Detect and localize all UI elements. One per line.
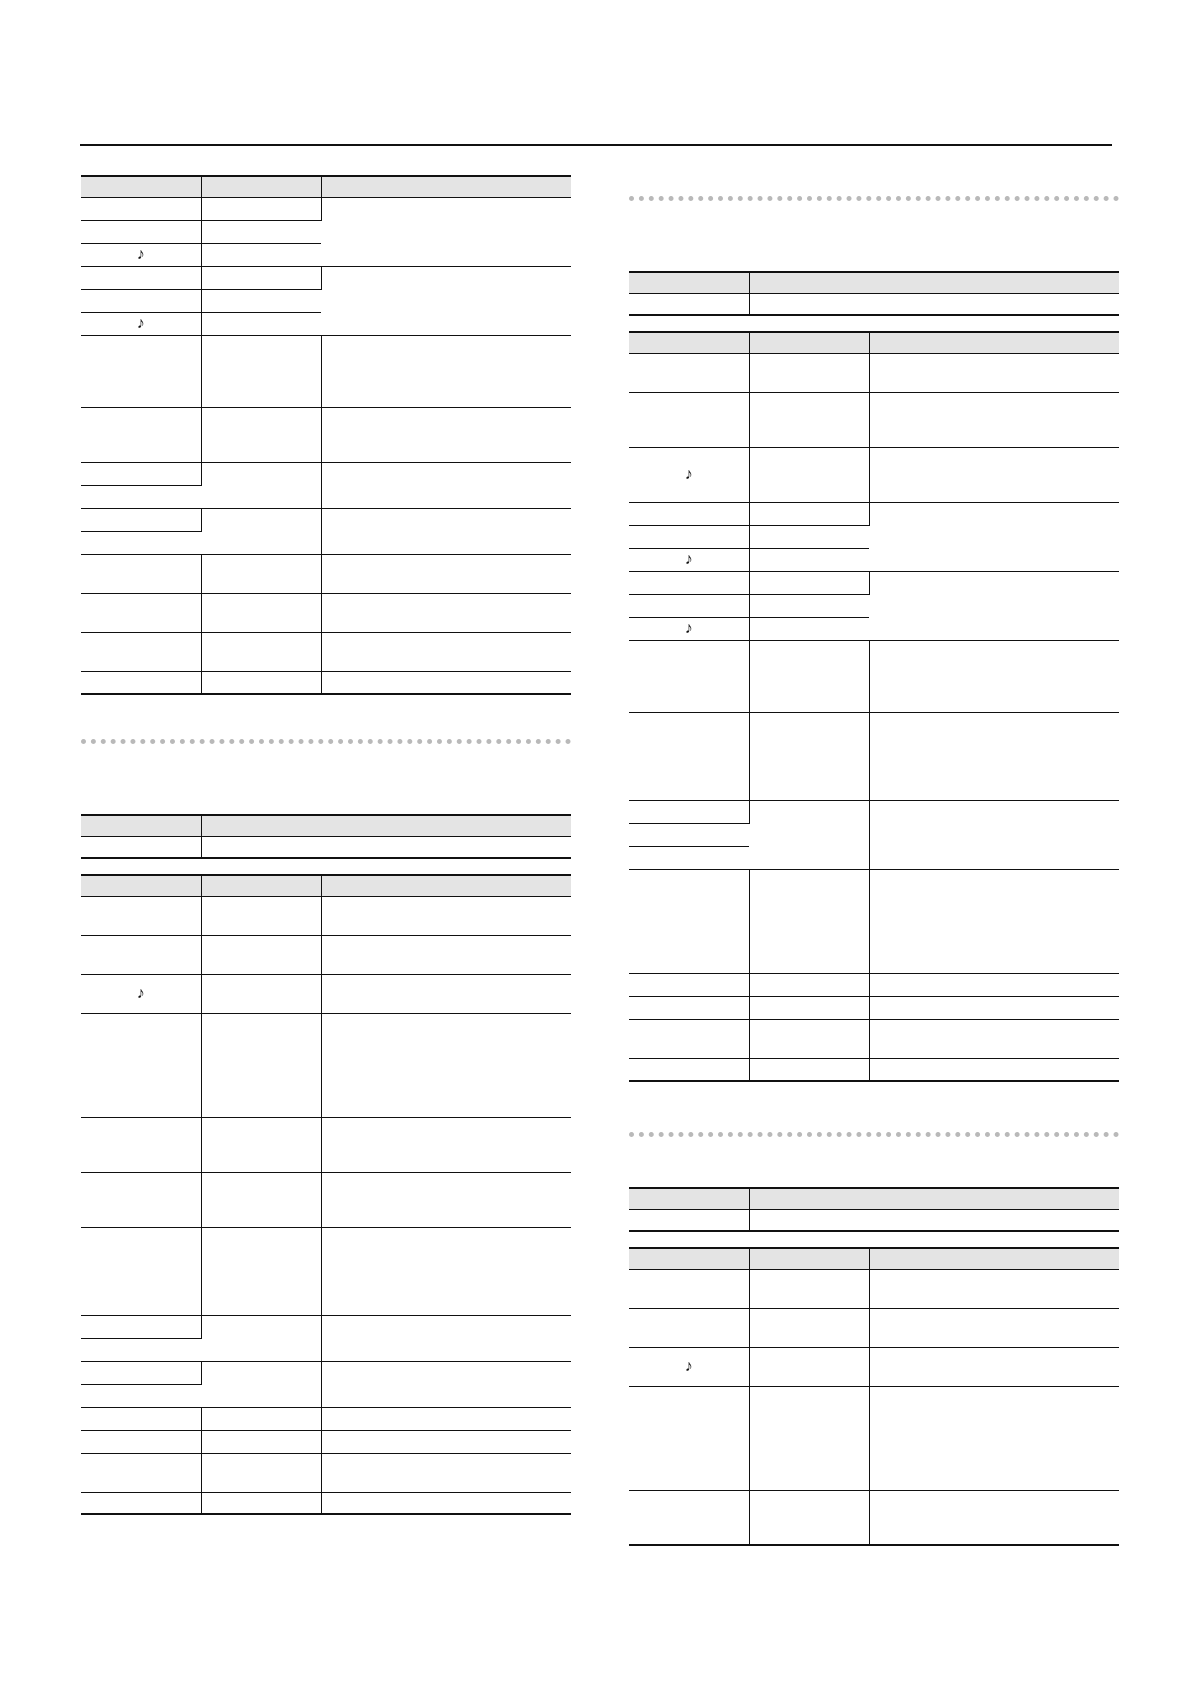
table-header-row <box>629 1188 1119 1210</box>
table-row <box>629 448 1119 503</box>
table-row <box>81 896 571 935</box>
table-row <box>629 1209 1119 1231</box>
table-row <box>629 974 1119 997</box>
page-top-rule <box>80 144 1112 146</box>
table-row <box>81 336 571 408</box>
table-row <box>629 354 1119 393</box>
table-row <box>629 393 1119 448</box>
table-row <box>81 1492 571 1514</box>
eighth-note-icon: ♪ <box>684 620 693 637</box>
section-header-table-4 <box>629 1187 1119 1232</box>
table-row <box>81 408 571 463</box>
table-row <box>81 509 571 532</box>
section-header-table-3 <box>629 271 1119 316</box>
eighth-note-icon: ♪ <box>684 1357 693 1375</box>
table-header-row <box>81 815 571 837</box>
table-row <box>81 672 571 694</box>
table-row <box>81 198 571 221</box>
table-row <box>629 572 1119 595</box>
table-row <box>81 836 571 858</box>
table-row <box>629 1059 1119 1081</box>
eighth-note-icon: ♪ <box>684 466 693 483</box>
parameter-table-4 <box>629 1247 1119 1547</box>
table-row <box>629 1269 1119 1308</box>
table-row <box>81 1117 571 1172</box>
table-header-row <box>81 875 571 897</box>
table-header-row <box>81 176 571 198</box>
table-row <box>81 555 571 594</box>
table-row <box>81 594 571 633</box>
table-row <box>629 1490 1119 1545</box>
table-row <box>81 1172 571 1227</box>
table-row <box>81 935 571 974</box>
table-row <box>629 1386 1119 1490</box>
table-row <box>81 974 571 1013</box>
table-row <box>629 1020 1119 1059</box>
table-row <box>629 713 1119 801</box>
table-row <box>629 641 1119 713</box>
eighth-note-icon: ♪ <box>136 984 145 1002</box>
parameter-table-2 <box>81 874 571 1516</box>
table-row <box>629 1308 1119 1347</box>
table-row <box>629 503 1119 526</box>
table-header-row <box>629 332 1119 354</box>
table-row <box>81 463 571 486</box>
table-row <box>629 870 1119 974</box>
table-header-row <box>629 1248 1119 1270</box>
table-row <box>81 1315 571 1338</box>
table-row <box>629 801 1119 824</box>
left-column <box>81 175 571 1515</box>
table-header-row <box>629 272 1119 294</box>
table-row <box>629 997 1119 1020</box>
eighth-note-icon: ♪ <box>136 246 145 263</box>
table-row <box>629 1347 1119 1386</box>
table-row <box>81 267 571 290</box>
parameter-table-1 <box>81 175 571 695</box>
right-column <box>629 196 1119 1546</box>
section-header-table-2 <box>81 814 571 859</box>
table-row <box>81 633 571 672</box>
table-row <box>81 1430 571 1453</box>
table-row <box>81 1453 571 1492</box>
table-row <box>81 1361 571 1384</box>
table-row <box>81 1407 571 1430</box>
table-row <box>629 294 1119 316</box>
table-row <box>81 1013 571 1117</box>
parameter-table-3 <box>629 331 1119 1082</box>
eighth-note-icon: ♪ <box>684 551 693 568</box>
table-row <box>81 1227 571 1315</box>
eighth-note-icon: ♪ <box>136 315 145 332</box>
